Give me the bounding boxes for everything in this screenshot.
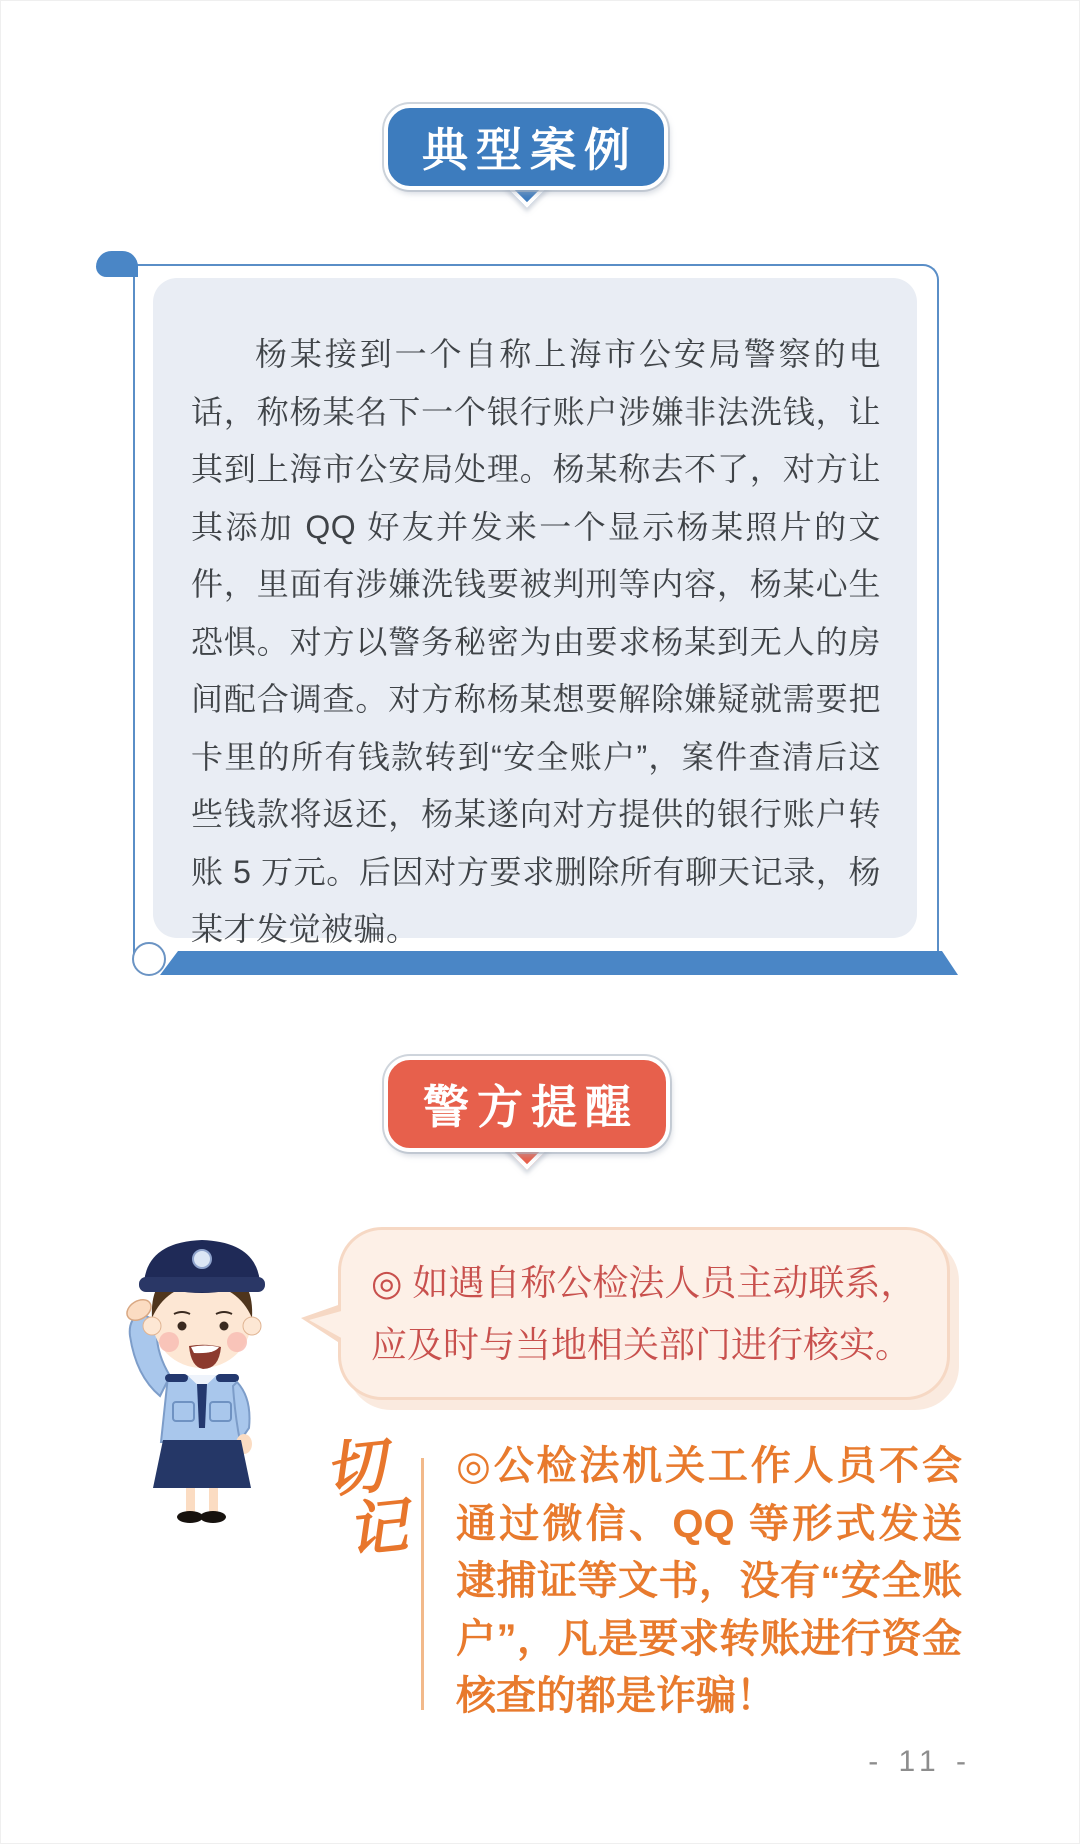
remember-char-1: 切 (321, 1432, 389, 1505)
case-description: 杨某接到一个自称上海市公安局警察的电话，称杨某名下一个银行账户涉嫌非法洗钱，让其到上海市公安局处理。杨某称去不了，对方让其添加 QQ 好友并发来一个显示杨某照片的文件，里面有涉嫌洗钱要被判刑等内容，杨某心生恐惧。对方以警务秘密为由要求杨某到无人的房间配合调查。对方称杨某想要解除嫌疑就需要把卡里的所有钱款转到“安全账户”，案件查清后这些钱款将返还，杨某遂向对方提供的银行账户转账 5 万元。后因对方要求删除所有聊天记录，杨某才发觉被骗。 (191, 336, 881, 947)
remember-divider (421, 1458, 424, 1710)
remember-calligraphy-label (322, 1432, 424, 1565)
page-number: - 11 - (868, 1745, 972, 1778)
police-reminder-banner-label: 警方提醒 (423, 1082, 639, 1133)
remember-char-2: 记 (343, 1492, 411, 1565)
case-box-panel (153, 278, 917, 947)
reminder-speech-bubble (338, 1227, 950, 1400)
case-box-bottom-curl-decoration (132, 942, 166, 976)
typical-case-banner (384, 104, 668, 190)
policewoman-officer-icon (88, 1226, 312, 1526)
remember-warning-text: ◎公检法机关工作人员不会通过微信、QQ 等形式发送逮捕证等文书，没有“安全账户”，凡是要求转账进行资金核查的都是诈骗！ (456, 1444, 962, 1718)
typical-case-banner-label: 典型案例 (422, 125, 638, 176)
reminder-bubble-text: ◎ 如遇自称公检法人员主动联系，应及时与当地相关部门进行核实。 (371, 1261, 917, 1365)
police-reminder-banner (384, 1056, 670, 1152)
policewoman-illustration (88, 1226, 312, 1526)
case-box-top-curl-decoration (96, 251, 138, 277)
bubble-tail-fill (309, 1310, 345, 1340)
